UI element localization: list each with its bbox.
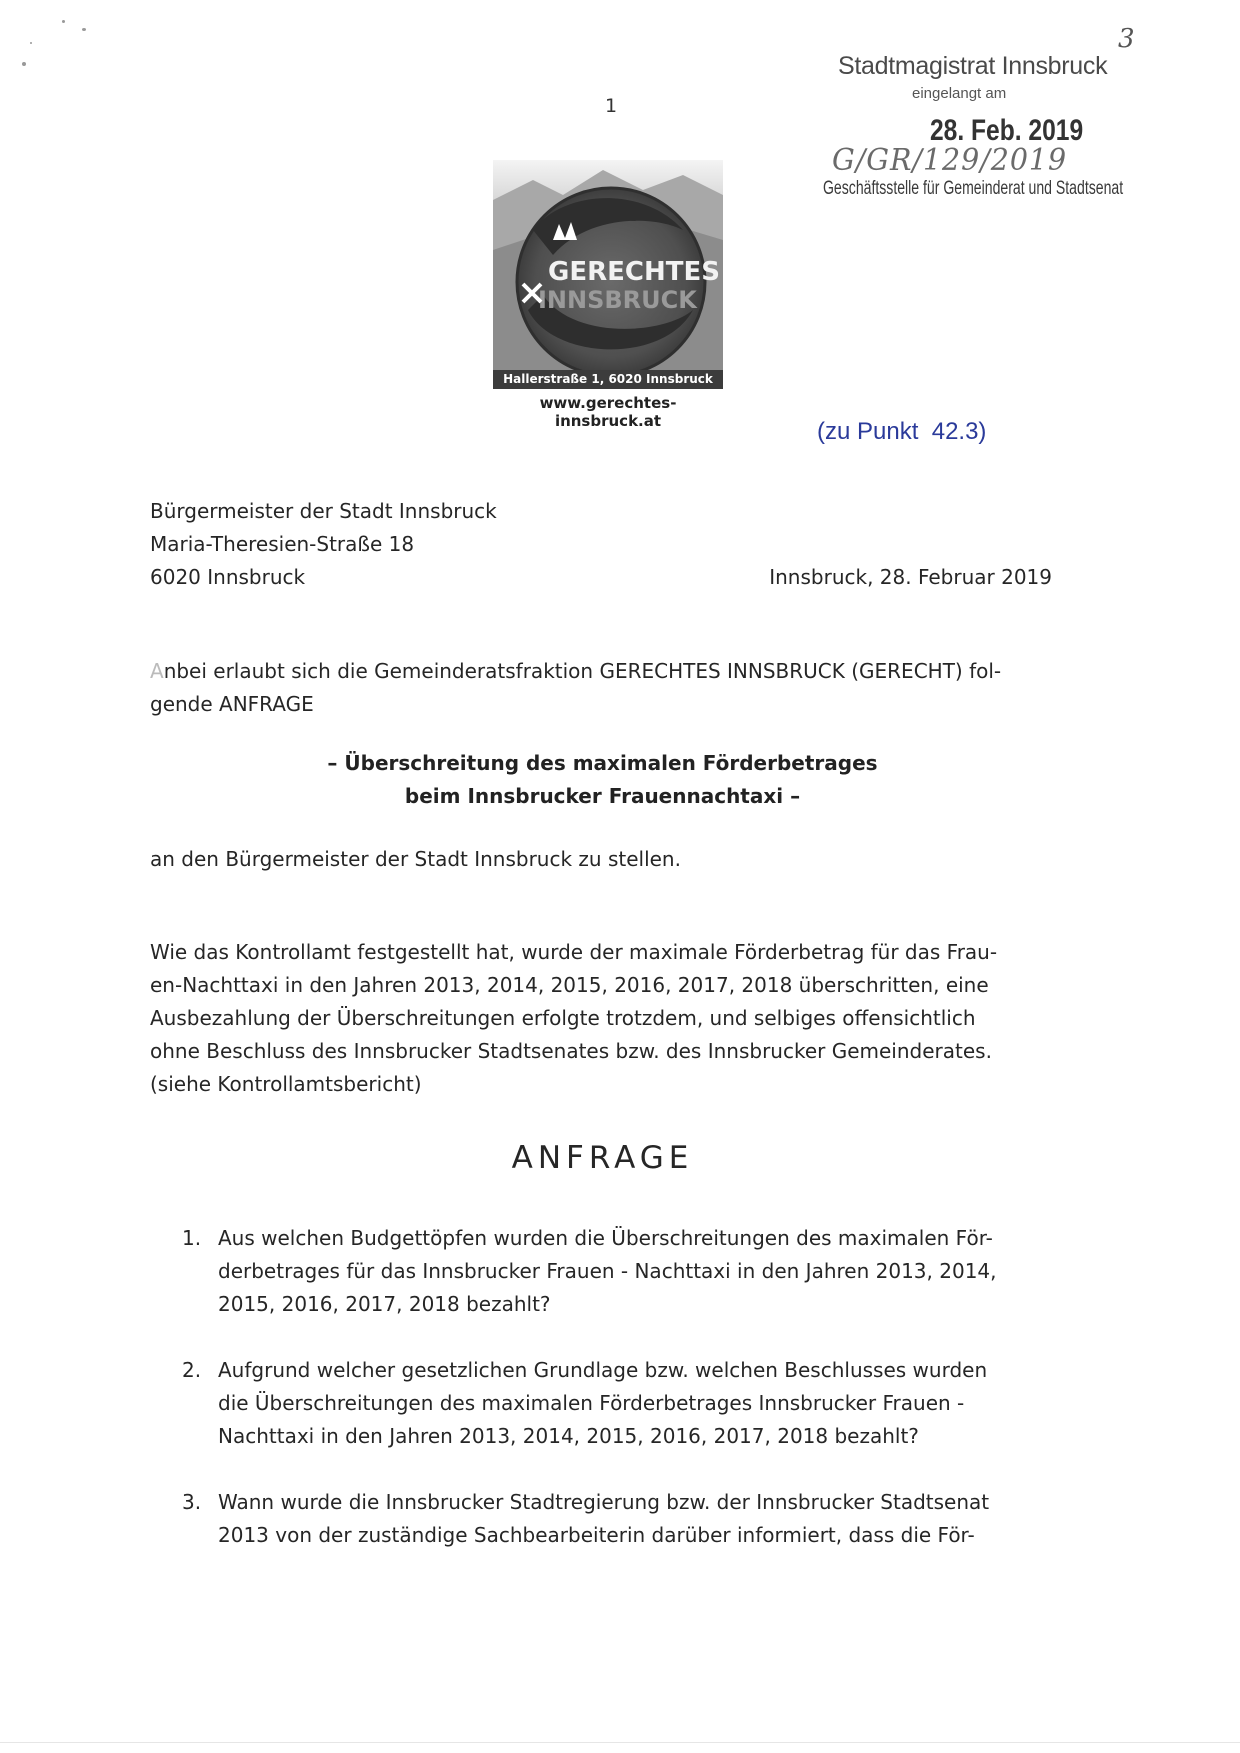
question-number: 2.	[182, 1358, 202, 1382]
agenda-reference: (zu Punkt 42.3)	[817, 418, 987, 445]
question-line: 2015, 2016, 2017, 2018 bezahlt?	[218, 1292, 551, 1316]
stamp-title: Stadtmagistrat Innsbruck	[838, 52, 1108, 80]
recipient-line: 6020 Innsbruck	[150, 565, 306, 589]
logo-wordmark-top: GERECHTES	[548, 257, 720, 287]
stamp-date: 28. Feb. 2019	[930, 114, 1084, 147]
scan-edge	[0, 1742, 1240, 1743]
scan-speck	[82, 28, 86, 31]
scan-speck	[22, 62, 26, 66]
recipient-line: Bürgermeister der Stadt Innsbruck	[150, 499, 497, 523]
question-line: Nachttaxi in den Jahren 2013, 2014, 2015, 2016, 2017, 2018 bezahlt?	[218, 1424, 919, 1448]
question-line: derbetrages für das Innsbrucker Frauen - Nachttaxi in den Jahren 2013, 2014,	[218, 1259, 997, 1283]
paragraph-line: en-Nachttaxi in den Jahren 2013, 2014, 2015, 2016, 2017, 2018 überschritten, eine	[150, 973, 989, 997]
party-website: www.gerechtes-innsbruck.at	[539, 394, 677, 430]
paragraph-line: Wie das Kontrollamt festgestellt hat, wurde der maximale Förderbetrag für das Frau-	[150, 940, 998, 964]
question-line: Wann wurde die Innsbrucker Stadtregierung bzw. der Innsbrucker Stadtsenat	[218, 1490, 990, 1514]
question-line: Aufgrund welcher gesetzlichen Grundlage bzw. welchen Beschlusses wurden	[218, 1358, 988, 1382]
paragraph-line: Ausbezahlung der Überschreitungen erfolgte trotzdem, und selbiges offensichtlich	[150, 1006, 976, 1030]
question-item	[150, 1354, 1055, 1453]
section-heading: ANFRAGE	[511, 1140, 694, 1176]
page-number: 1	[605, 95, 618, 117]
intro-first-letter: A	[150, 659, 164, 683]
place-date: Innsbruck, 28. Februar 2019	[769, 565, 1052, 589]
explanation-paragraph	[150, 936, 1055, 1101]
stamp-office: Geschäftsstelle für Gemeinderat und Stadtsenat	[823, 178, 1124, 199]
logo-wordmark-bottom: INNSBRUCK	[538, 286, 697, 314]
question-number: 1.	[182, 1226, 202, 1250]
intro-line: nbei erlaubt sich die Gemeinderatsfraktion GERECHTES INNSBRUCK (GERECHT) fol-	[163, 659, 1002, 683]
paragraph-line: ohne Beschluss des Innsbrucker Stadtsenates bzw. des Innsbrucker Gemeinderates.	[150, 1039, 992, 1063]
recipient-line: Maria-Theresien-Straße 18	[150, 532, 415, 556]
logo-address: Hallerstraße 1, 6020 Innsbruck	[493, 370, 723, 389]
intro-paragraph	[150, 655, 1055, 721]
scan-speck	[62, 20, 65, 23]
question-number: 3.	[182, 1490, 202, 1514]
subject-title	[150, 747, 1055, 813]
question-line: 2013 von der zuständige Sachbearbeiterin darüber informiert, dass die För-	[218, 1523, 975, 1547]
stamp-handwritten-reference: G/GR/129/2019	[832, 143, 1068, 178]
question-line: Aus welchen Budgettöpfen wurden die Überschreitungen des maximalen För-	[218, 1226, 993, 1250]
stamp-corner-mark: 3	[1118, 24, 1135, 54]
question-line: die Überschreitungen des maximalen Förderbetrages Innsbrucker Frauen -	[218, 1391, 965, 1415]
closing-line: an den Bürgermeister der Stadt Innsbruck zu stellen.	[150, 847, 681, 871]
question-item	[150, 1222, 1055, 1321]
question-list	[150, 1222, 1055, 1585]
stamp-received-label: eingelangt am	[912, 85, 1007, 102]
logo-image	[493, 160, 723, 385]
question-item	[150, 1486, 1055, 1552]
intro-line: gende ANFRAGE	[150, 692, 314, 716]
party-logo	[493, 160, 723, 385]
subject-line: beim Innsbrucker Frauennachtaxi –	[404, 784, 801, 808]
paragraph-line: (siehe Kontrollamtsbericht)	[150, 1072, 422, 1096]
recipient-address	[150, 495, 497, 594]
subject-line: – Überschreitung des maximalen Förderbetrages	[327, 751, 878, 775]
scan-speck	[30, 42, 32, 44]
